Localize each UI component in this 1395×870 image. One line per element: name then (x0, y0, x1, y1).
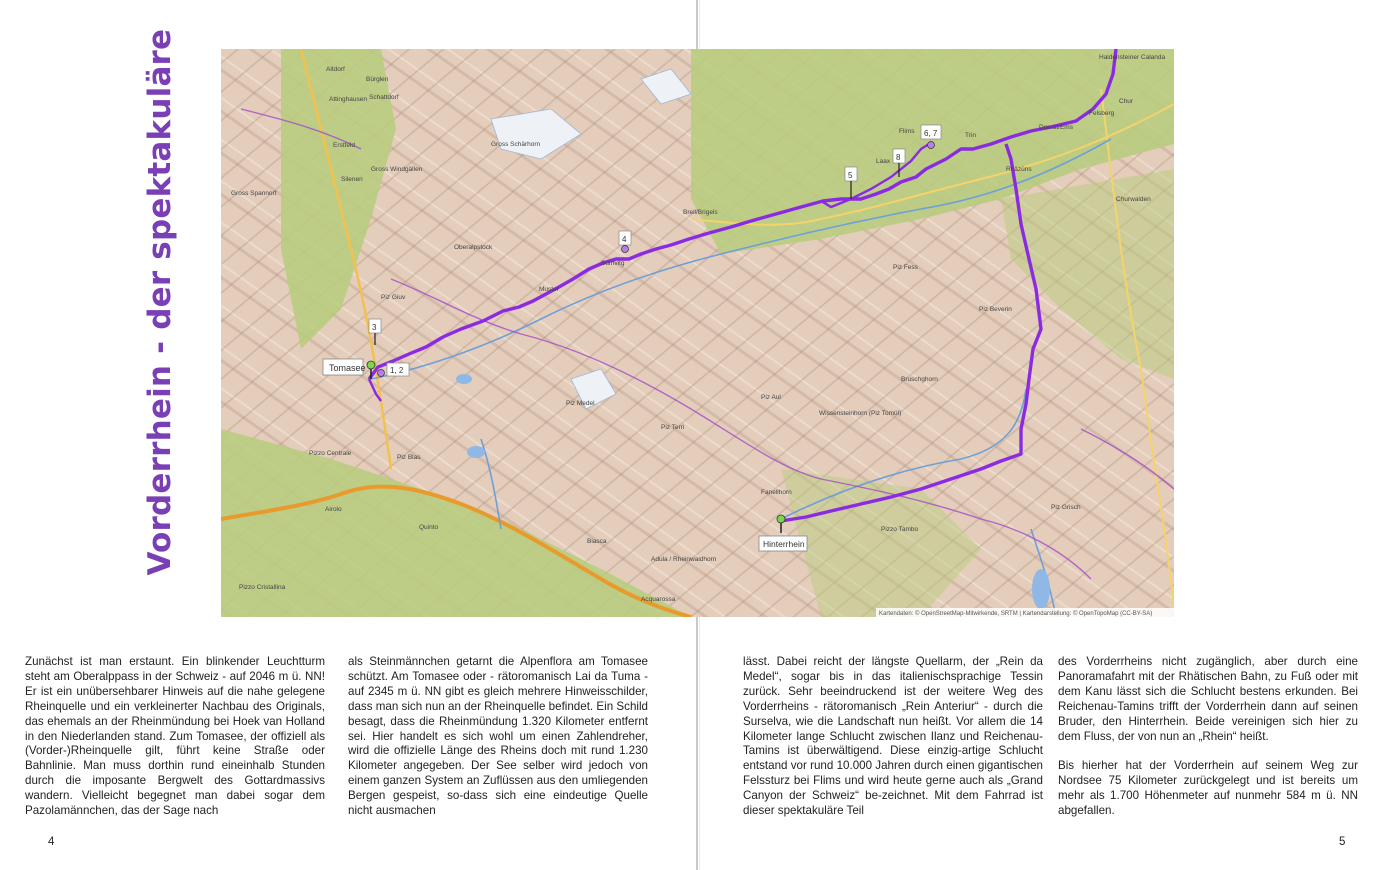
place-label: Fanellhorn (761, 489, 792, 496)
callout-4: 4 (622, 235, 627, 244)
place-label: Gross Spannort (231, 190, 277, 197)
place-label: Domat/Ems (1039, 124, 1073, 131)
paragraph: Bis hierher hat der Vorderrhein auf seinem Weg zur Nordsee 75 Kilometer zurückgelegt und ist bereits um mehr als 1.700 Höhenmeter auf nunmehr 584 m ü. NN abgefallen. (1058, 759, 1358, 818)
page-number-left: 4 (48, 836, 55, 848)
place-label: Flims (899, 128, 915, 135)
place-label: Muster (539, 286, 559, 293)
place-label: Biasca (587, 538, 607, 545)
place-label: Felsberg (1089, 110, 1115, 117)
place-label: Laax (876, 158, 891, 165)
place-label: Piz Giuv (381, 294, 406, 301)
chapter-title: Vorderrhein - der spektakuläre (142, 28, 178, 575)
place-label: Breil/Brigels (683, 209, 718, 216)
place-label: Haldensteiner Calanda (1099, 54, 1166, 61)
callout-hinterrhein: Hinterrhein (763, 539, 805, 549)
page-number-right: 5 (1339, 836, 1346, 848)
place-label: Altdorf (326, 66, 345, 73)
place-label: Erstfeld (333, 142, 356, 149)
chapter-title-container (135, 28, 185, 575)
text-column-1 (25, 655, 325, 819)
place-label: Pizzo Cristallina (239, 584, 286, 591)
place-label: Adula / Rheinwaldhorn (651, 556, 717, 563)
place-label: Attinghausen (329, 96, 367, 103)
callout-tomasee: Tomasee (329, 363, 366, 373)
place-label: Chur (1119, 98, 1134, 105)
route-map (221, 49, 1174, 617)
place-label: Pizzo Tambo (881, 526, 919, 533)
map-attribution: Kartendaten: © OpenStreetMap-Mitwirkende, SRTM | Kartendarstellung: © OpenTopoMap (CC-BY-SA) (879, 611, 1153, 617)
paragraph: als Steinmännchen getarnt die Alpenflora am Tomasee schützt. Am Tomasee oder - rätoromanisch Lai da Tuma - auf 2345 m ü. NN gibt es gleich mehrere Hinweisschilder, dass man sich nun an der Rheinquelle befindet. Ein Schild besagt, dass die Rheinmündung 1.320 Kilometer entfernt sei. Hier handelt es sich wohl um einen Zahlendreher, wird die offizielle Länge des Rheins doch mit rund 1.230 Kilometer angegeben. Der See selber wird jedoch von einem ganzen System an Zuflüssen aus den umliegenden Bergen gespeist, so-dass sich eine eindeutige Quelle nicht ausmachen (348, 655, 648, 818)
place-label: Wissensteinhorn (Piz Tomül) (819, 410, 902, 417)
text-column-2 (348, 655, 648, 819)
place-label: Trin (965, 132, 976, 139)
place-label: Piz Grisch (1051, 504, 1081, 511)
place-label: Piz Fess (893, 264, 918, 271)
paragraph: lässt. Dabei reicht der längste Quellarm, der „Rein da Medel“, sogar bis in das italienischsprachige Tessin zurück. Sehr beeindruckend ist der weitere Weg des Vorderrheins - rätoromanisch „Rein Anteriur“ - durch die Surselva, wie die Landschaft nun heißt. Vor allem die 14 Kilometer lange Schlucht zwischen Ilanz und Reichenau-Tamins ist überwältigend. Diese einzig-artige Schlucht entstand vor rund 10.000 Jahren durch einen gigantischen Felssturz bei Flims und wird heute gerne auch als „Grand Canyon der Schweiz“ be-zeichnet. Mit dem Fahrrad ist dieser spektakuläre Teil (743, 655, 1043, 818)
place-label: Oberalpstock (454, 244, 493, 251)
map-canvas (221, 49, 1174, 617)
place-label: Schattdorf (369, 94, 399, 101)
place-label: Bürglen (366, 76, 389, 83)
callout-6-7: 6, 7 (924, 129, 938, 138)
place-label: Rhäzüns (1006, 166, 1032, 173)
place-label: Silenen (341, 176, 363, 183)
place-label: Churwalden (1116, 196, 1151, 203)
place-label: Bruschghorn (901, 376, 938, 383)
place-label: Sumvitg (601, 260, 625, 267)
place-label: Pizzo Centrale (309, 450, 352, 457)
callout-5: 5 (848, 171, 853, 180)
place-label: Quinto (419, 524, 439, 531)
place-label: Acquarossa (641, 596, 676, 603)
place-label: Piz Terri (661, 424, 685, 431)
place-label: Piz Beverin (979, 306, 1012, 313)
place-label: Gross Schärhorn (491, 141, 541, 148)
callout-3: 3 (372, 323, 377, 332)
paragraph: des Vorderrheins nicht zugänglich, aber durch eine Panoramafahrt mit der Rhätischen Bahn, zu Fuß oder mit dem Kanu lässt sich die Schlucht bestens erkunden. Bei Reichenau-Tamins trifft der Vorderrhein dann auf seinen Bruder, den Hinterrhein. Beide vereinigen sich hier zu dem Fluss, der von nun an „Rhein“ heißt. (1058, 655, 1358, 743)
callout-8: 8 (896, 153, 901, 162)
place-label: Piz Aul (761, 394, 781, 401)
paragraph: Zunächst ist man erstaunt. Ein blinkender Leuchtturm steht am Oberalppass in der Schweiz - auf 2046 m ü. NN! Er ist ein unübersehbarer Hinweis auf die nahe gelegene Rheinquelle und ein verkleinerter Nachbau des Originals, das ehemals an der Rheinmündung bei Hoek van Holland in den Niederlanden stand. Zum Tomasee, der offiziell als (Vorder-)Rheinquelle gilt, führt keine Straße oder Bahnlinie. Man muss dorthin rund eineinhalb Stunden durch die imposante Bergwelt des Gottardmassivs wandern. Vielleicht begegnet man dabei sogar dem Pazolamännchen, das der Sage nach (25, 655, 325, 818)
callout-1-2: 1, 2 (390, 366, 404, 375)
place-label: Gross Windgällen (371, 166, 423, 173)
place-label: Airolo (325, 506, 342, 513)
text-column-4 (1058, 655, 1358, 819)
text-column-3 (743, 655, 1043, 819)
place-label: Piz Medel (566, 400, 595, 407)
place-label: Piz Blas (397, 454, 421, 461)
